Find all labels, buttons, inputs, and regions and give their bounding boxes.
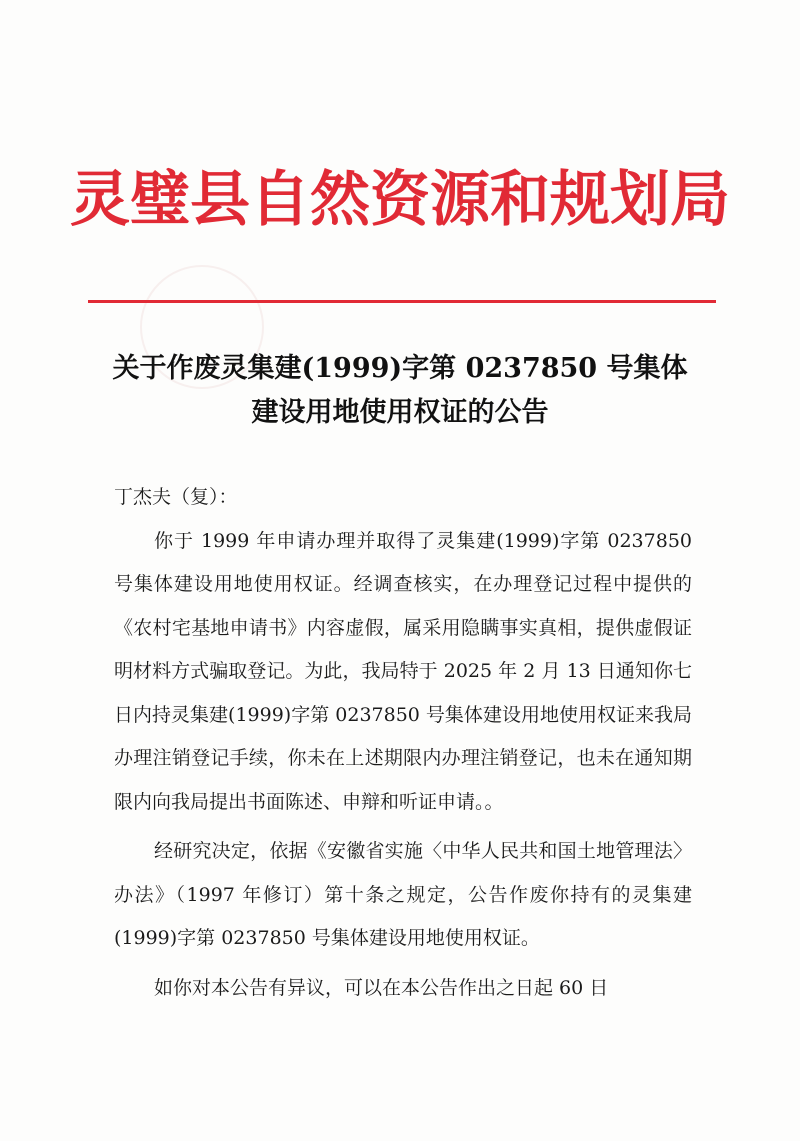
letterhead-agency-name: 灵璧县自然资源和规划局 <box>70 165 730 235</box>
salutation: 丁杰夫（复）： <box>114 486 238 508</box>
letterhead-red-rule <box>88 300 716 303</box>
paragraph-3: 如你对本公告有异议，可以在本公告作出之日起 60 日 <box>154 976 609 999</box>
notice-title <box>80 347 720 435</box>
notice-body <box>114 476 692 1010</box>
notice-title-line-2: 建设用地使用权证的公告 <box>251 397 549 428</box>
paragraph-2: 经研究决定，依据《安徽省实施〈中华人民共和国土地管理法〉办法》（1997 年修订）第十条之规定，公告作废你持有的灵集建(1999)字第 0237850 号集体建设用地使用权证。 <box>114 840 692 949</box>
paragraph-1: 你于 1999 年申请办理并取得了灵集建(1999)字第 0237850 号集体建设用地使用权证。经调查核实，在办理登记过程中提供的《农村宅基地申请书》内容虚假，属采用隐瞒事实真相，提供虚假证明材料方式骗取登记。为此，我局特于 2025 年 2 月 13 日通知你七日内持灵集建(1999)字第 0237850 号集体建设用地使用权证来我局办理注销登记手续，你未在上述期限内办理注销登记，也未在通知期限内向我局提出书面陈述、申辩和听证申请。。 <box>114 529 692 813</box>
notice-title-line-1: 关于作废灵集建(1999)字第 0237850 号集体 <box>112 353 688 384</box>
